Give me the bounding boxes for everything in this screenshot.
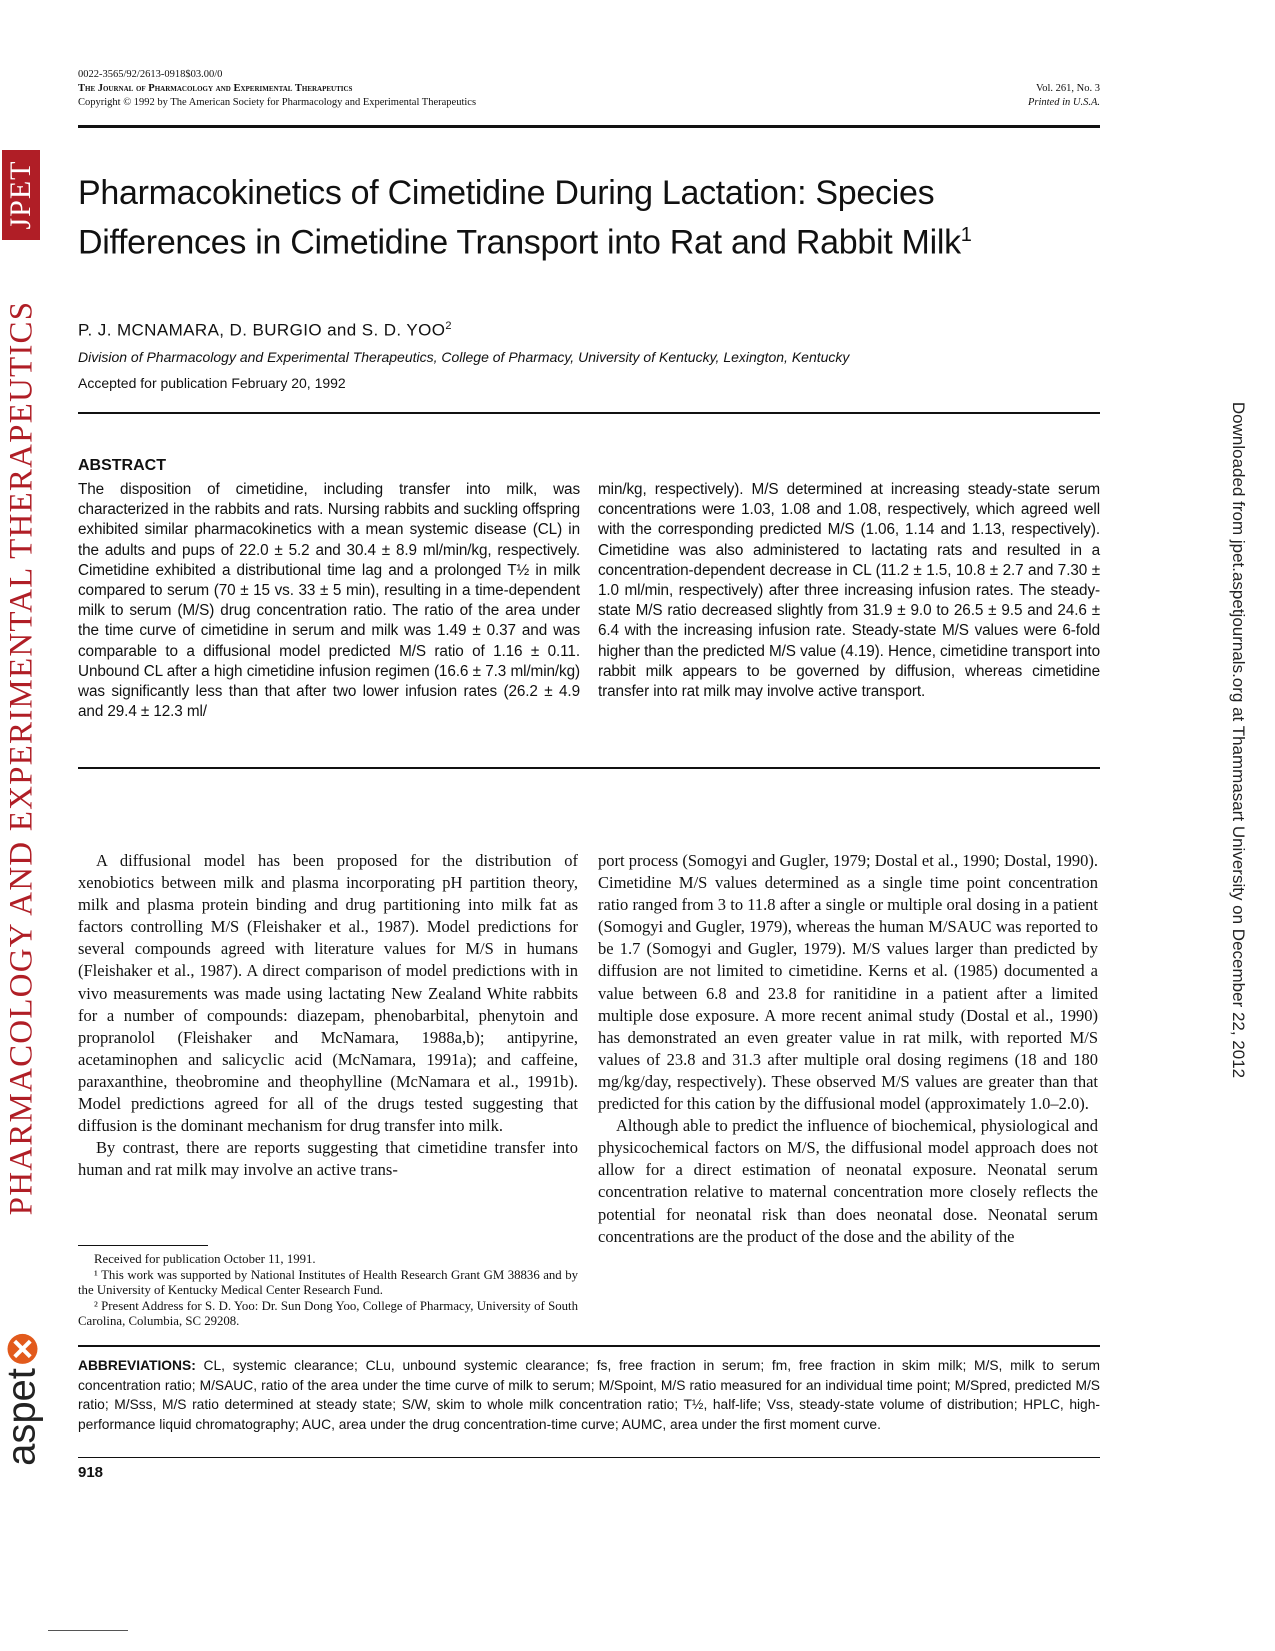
abstract-rule xyxy=(78,767,1100,769)
abbreviations xyxy=(78,1356,1100,1434)
accepted-date: Accepted for publication February 20, 1992 xyxy=(78,375,346,391)
journal-title: The Journal of Pharmacology and Experimental Therapeutics xyxy=(78,83,353,94)
article-title xyxy=(78,172,1078,263)
article-code: 0022-3565/92/2613-0918$03.00/0 xyxy=(78,69,223,80)
bottom-mark xyxy=(48,1630,128,1631)
journal-name-vertical: PHARMACOLOGY AND EXPERIMENTAL THERAPEUTICS xyxy=(3,300,40,1216)
aspet-logo-text: aspet xyxy=(0,1368,44,1466)
footnotes xyxy=(78,1252,578,1330)
author-names: P. J. MCNAMARA, D. BURGIO and S. D. YOO xyxy=(78,320,446,340)
affiliation: Division of Pharmacology and Experimental Therapeutics, College of Pharmacy, University of Kentucky, Lexington, Kentucky xyxy=(78,349,850,365)
aspet-logo xyxy=(0,1334,45,1466)
title-rule xyxy=(78,412,1100,414)
footnote-rule xyxy=(78,1245,208,1246)
received-date: Received for publication October 11, 1991. xyxy=(94,1252,316,1266)
copyright-line: Copyright © 1992 by The American Society for Pharmacology and Experimental Therapeutics xyxy=(78,97,477,108)
footnote-1: ¹ This work was supported by National Institutes of Health Research Grant GM 38836 and by the University of Kentucky Medical Center Research Fund. xyxy=(78,1267,578,1298)
author-list xyxy=(78,320,452,341)
volume-number: Vol. 261, No. 3 xyxy=(1036,83,1100,94)
printed-in: Printed in U.S.A. xyxy=(1027,97,1100,108)
aspet-x-icon xyxy=(7,1334,37,1364)
body-paragraph: port process (Somogyi and Gugler, 1979; Dostal et al., 1990; Dostal, 1990). Cimetidine M/S values determined as a single time point concentration ratio ranged from 3 to 11.8 after a single or multiple oral dosing in a patient (Somogyi and Gugler, 1979), whereas the human M/SAUC was reported to be 1.7 (Somogyi and Gugler, 1979). M/S values larger than predicted by diffusion are not limited to cimetidine. Kerns et al. (1985) documented a value between 6.8 and 23.8 for ranitidine in a patient after a limited multiple dose exposure. A more recent animal study (Dostal et al., 1990) has demonstrated an even greater value in rat milk, with reported M/S values of 23.8 and 31.3 after multiple oral dosing regimens (18 and 180 mg/kg/day, respectively). These observed M/S values are greater than that predicted for this cation by the diffusional model (approximately 1.0–2.0). xyxy=(598,851,1098,1114)
abstract-heading: ABSTRACT xyxy=(78,457,166,474)
abstract-column-1: The disposition of cimetidine, including transfer into milk, was characterized in the rabbits and rats. Nursing rabbits and suckling offspring exhibited similar pharmacokinetics with a mean systemic disease (CL) in the adults and pups of 22.0 ± 5.2 and 30.4 ± 8.9 ml/min/kg, respectively. Cimetidine exhibited a distributional time lag and a prolonged T½ in milk compared to serum (70 ± 15 vs. 33 ± 5 min), resulting in a time-dependent milk to serum (M/S) drug concentration ratio. The ratio of the area under the time curve of cimetidine in serum and milk was 1.49 ± 0.37 and was comparable to a diffusional model predicted M/S ratio of 1.16 ± 0.11. Unbound CL after a high cimetidine infusion regimen (16.6 ± 7.3 ml/min/kg) was significantly less than that after two lower infusion rates (26.2 ± 4.9 and 29.4 ± 12.3 ml/ xyxy=(78,481,580,721)
journal-side-banner xyxy=(0,0,44,1651)
body-paragraph: A diffusional model has been proposed for the distribution of xenobiotics between milk and plasma incorporating pH partition theory, milk and plasma protein binding and drug partitioning into milk fat as factors controlling M/S (Fleishaker et al., 1987). Model predictions for several compounds agreed with literature values for M/S in humans (Fleishaker et al., 1987). A direct comparison of model predictions with in vivo measurements was made using lactating New Zealand White rabbits for a number of compounds: diazepam, phenobarbital, phenytoin and propranolol (Fleishaker and McNamara, 1988a,b); antipyrine, acetaminophen and salicyclic acid (McNamara, 1991a); and caffeine, paraxanthine, theobromine and theophylline (McNamara et al., 1991b). Model predictions agreed for all of the drugs tested suggesting that diffusion is the dominant mechanism for drug transfer into milk. xyxy=(78,851,578,1136)
footnote-2: ² Present Address for S. D. Yoo: Dr. Sun Dong Yoo, College of Pharmacy, University of South Carolina, Columbia, SC 29208. xyxy=(78,1298,578,1329)
download-note: Downloaded from jpet.aspetjournals.org at Thammasart University on December 22, 2012 xyxy=(1229,401,1248,1079)
abstract-column-2: min/kg, respectively). M/S determined at increasing steady-state serum concentrations were 1.03, 1.08 and 1.08, respectively, which agreed well with the corresponding predicted M/S (1.06, 1.14 and 1.13, respectively). Cimetidine was also administered to lactating rats and resulted in a concentration-dependent decrease in CL (11.2 ± 1.5, 10.8 ± 2.7 and 7.30 ± 1.0 ml/min, respectively) after three increasing infusion rates. The steady-state M/S ratio decreased slightly from 31.9 ± 9.0 to 26.5 ± 9.5 and 24.6 ± 6.4 with the increasing infusion rate. Steady-state M/S values were 6-fold higher than the predicted M/S value (4.19). Hence, cimetidine transport into rabbit milk appears to be governed by diffusion, whereas cimetidine transfer into rat milk may involve active transport. xyxy=(598,481,1100,701)
abbreviations-rule-bottom xyxy=(78,1457,1100,1458)
article-title-text: Pharmacokinetics of Cimetidine During Lactation: Species Differences in Cimetidine Transport into Rat and Rabbit Milk xyxy=(78,174,961,262)
jpet-logo-text: JPET xyxy=(4,160,37,230)
body-column-2 xyxy=(598,850,1098,1248)
abbreviations-rule-top xyxy=(78,1345,1100,1347)
author-footnote-marker: 2 xyxy=(445,320,452,332)
page-number: 918 xyxy=(78,1464,104,1481)
title-footnote-marker: 1 xyxy=(960,224,972,246)
abbreviations-text: CL, systemic clearance; CLu, unbound systemic clearance; fs, free fraction in serum; fm, free fraction in skim milk; M/S, milk to serum concentration ratio; M/SAUC, ratio of the area under the time curve of milk to serum; M/Spoint, M/S ratio measured for an individual time point; M/Spred, predicted M/S ratio; M/Sss, M/S ratio determined at steady state; S/W, skim to whole milk concentration ratio; T½, half-life; Vss, steady-state volume of distribution; HPLC, high-performance liquid chromatography; AUC, area under the drug concentration-time curve; AUMC, area under the first moment curve. xyxy=(78,1358,1100,1432)
abbreviations-label: ABBREVIATIONS: xyxy=(78,1358,196,1373)
header-rule xyxy=(78,125,1100,128)
body-column-1 xyxy=(78,850,578,1181)
body-paragraph: By contrast, there are reports suggesting that cimetidine transfer into human and rat milk may involve an active trans- xyxy=(78,1138,578,1180)
header-right xyxy=(1028,82,1100,110)
header-left xyxy=(78,68,476,110)
body-paragraph: Although able to predict the influence of biochemical, physiological and physicochemical factors on M/S, the diffusional model approach does not allow for a direct estimation of neonatal exposure. Neonatal serum concentration relative to maternal concentration more closely reflects the potential for neonatal risk than does neonatal dose. Neonatal serum concentrations are the product of the dose and the ability of the xyxy=(598,1116,1098,1246)
